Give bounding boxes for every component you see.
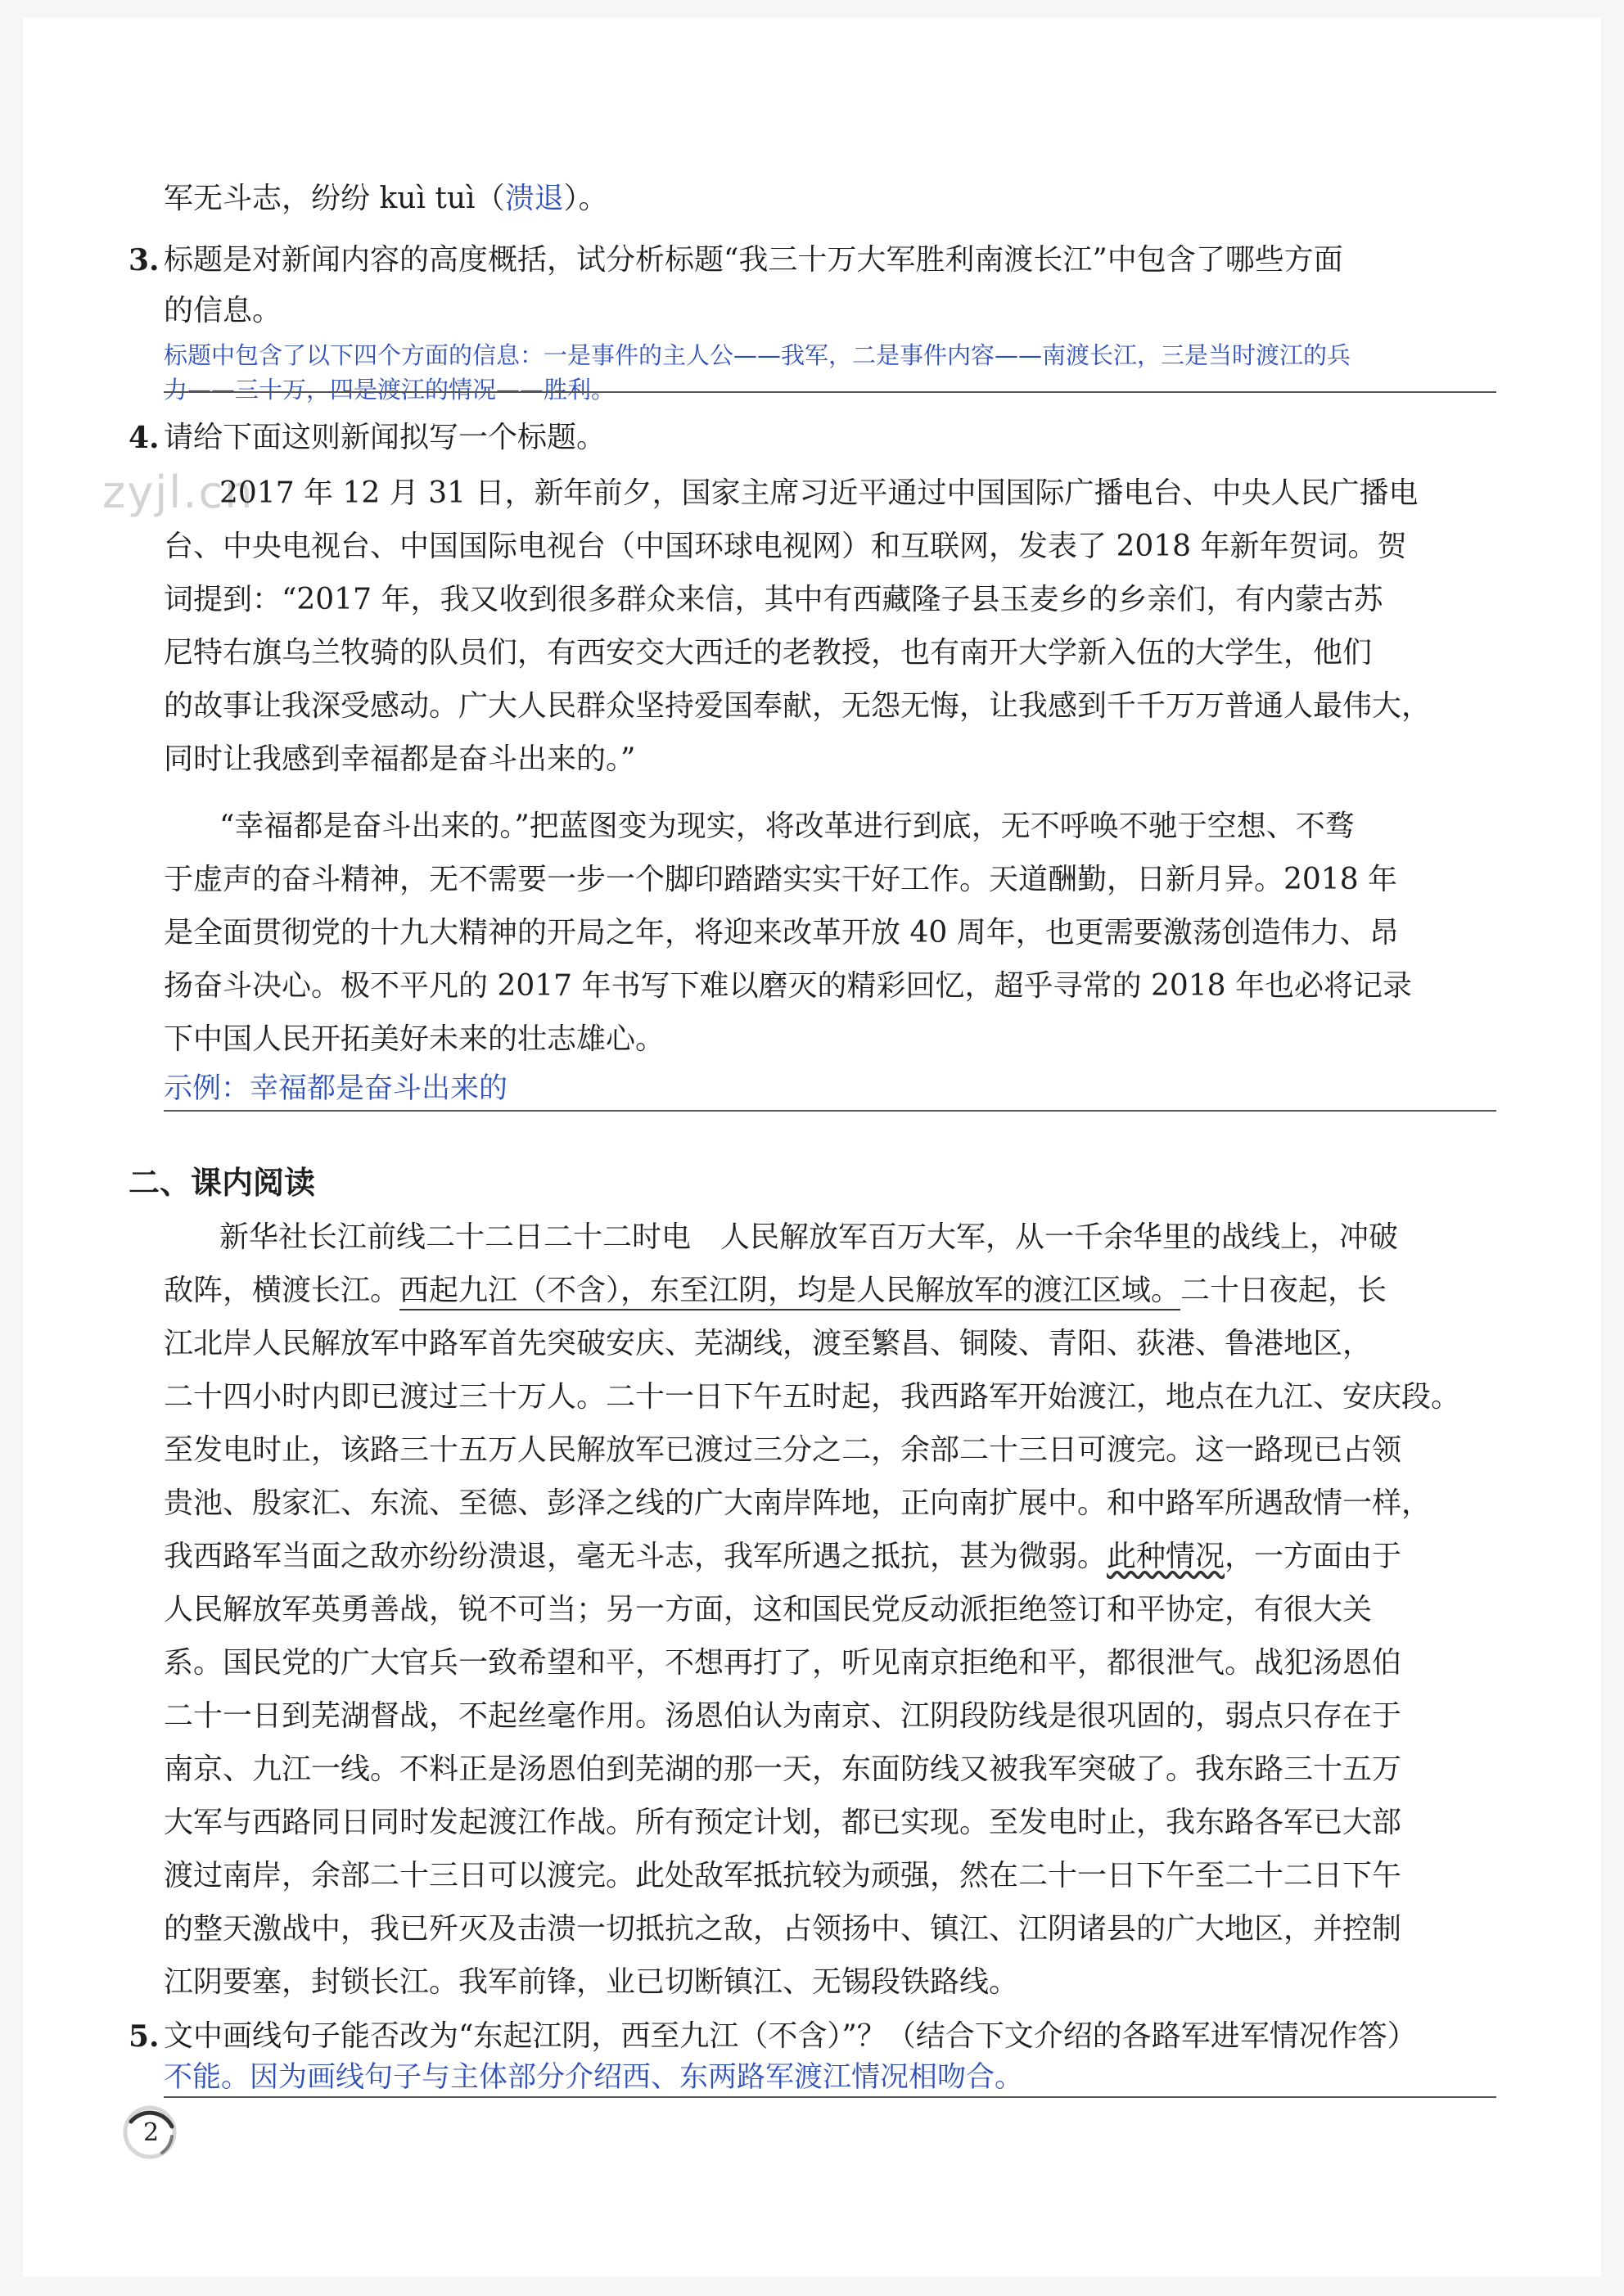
top-close: ）。 xyxy=(563,182,608,215)
reading-line-underlined xyxy=(164,1270,1498,1311)
reading-line: 二十四小时内即已渡过三十万人。二十一日下午五时起，我西路军开始渡江，地点在九江、安庆段。 xyxy=(164,1380,1461,1414)
q4-paragraph-2-line: 于虚声的奋斗精神，无不需要一步一个脚印踏踏实实干好工作。天道酬勤，日新月异。2018 年 xyxy=(164,863,1398,896)
q4-paragraph-1-line: 台、中央电视台、中国国际电视台（中国环球电视网）和互联网，发表了 2018 年新年贺词。贺 xyxy=(164,530,1407,563)
answer-rule xyxy=(164,391,1496,393)
question-3-answer-line-2: 力——三十万，四是渡江的情况——胜利。 xyxy=(164,376,616,404)
q4-paragraph-2-line: 是全面贯彻党的十九大精神的开局之年，将迎来改革开放 40 周年，也更需要激荡创造伟力、昂 xyxy=(164,916,1399,950)
q4-paragraph-2-line: 扬奋斗决心。极不平凡的 2017 年书写下难以磨灭的精彩回忆，超乎寻常的 2018 年也必将记录 xyxy=(164,969,1413,1003)
reading-text: 敌阵，横渡长江。 xyxy=(164,1274,400,1307)
reading-text: 二十日夜起，长 xyxy=(1180,1274,1387,1307)
reading-line: 江阴要塞，封锁长江。我军前锋，业已切断镇江、无锡段铁路线。 xyxy=(164,1965,1019,1999)
answer-rule xyxy=(164,2096,1496,2098)
q4-paragraph-1-line: 尼特右旗乌兰牧骑的队员们，有西安交大西迁的老教授，也有南开大学新入伍的大学生，他们 xyxy=(164,636,1373,670)
reading-line: 渡过南岸，余部二十三日可以渡完。此处敌军抵抗较为顽强，然在二十一日下午至二十二日下午 xyxy=(164,1859,1402,1892)
q4-paragraph-2-line: “幸福都是奋斗出来的。”把蓝图变为现实，将改革进行到底，无不呼唤不驰于空想、不骛 xyxy=(219,810,1355,843)
reading-line: 大军与西路同日同时发起渡江作战。所有预定计划，都已实现。至发电时止，我东路各军已大部 xyxy=(164,1806,1402,1839)
question-3-answer-line-1: 标题中包含了以下四个方面的信息：一是事件的主人公——我军，二是事件内容——南渡长江，三是当时渡江的兵 xyxy=(164,341,1351,369)
reading-line: 人民解放军英勇善战，锐不可当；另一方面，这和国民党反动派拒绝签订和平协定，有很大关 xyxy=(164,1593,1373,1626)
question-5-number: 5. xyxy=(129,2019,160,2054)
question-3-number: 3. xyxy=(129,243,160,277)
underlined-sentence: 西起九江（不含），东至江阴，均是人民解放军的渡江区域。 xyxy=(399,1274,1180,1310)
answer-rule xyxy=(164,1110,1496,1112)
reading-line: 南京、九江一线。不料正是汤恩伯到芜湖的那一天，东面防线又被我军突破了。我东路三十五万 xyxy=(164,1752,1402,1786)
top-continuation-line xyxy=(164,178,1498,219)
section-2-title: 二、课内阅读 xyxy=(129,1165,316,1201)
question-4-prompt: 请给下面这则新闻拟写一个标题。 xyxy=(164,421,607,454)
reading-line: 的整天激战中，我已歼灭及击溃一切抵抗之敌，占领扬中、镇江、江阴诸县的广大地区，并控制 xyxy=(164,1912,1402,1946)
reading-text: 我西路军当面之敌亦纷纷溃退，毫无斗志，我军所遇之抵抗，甚为微弱。 xyxy=(164,1540,1107,1573)
page-number: 2 xyxy=(143,2118,160,2147)
reading-text: ，一方面由于 xyxy=(1225,1540,1402,1573)
reading-line: 新华社长江前线二十二日二十二时电 人民解放军百万大军，从一千余华里的战线上，冲破 xyxy=(219,1220,1399,1254)
q4-paragraph-1-line: 同时让我感到幸福都是奋斗出来的。” xyxy=(164,742,636,776)
top-text: 军无斗志，纷纷 kuì tuì（ xyxy=(164,182,505,215)
wavy-underlined-phrase: 此种情况 xyxy=(1107,1540,1225,1573)
q4-paragraph-1-line: 词提到：“2017 年，我又收到很多群众来信，其中有西藏隆子县玉麦乡的乡亲们，有内蒙古苏 xyxy=(164,583,1383,616)
question-5-answer: 不能。因为画线句子与主体部分介绍西、东两路军渡江情况相吻合。 xyxy=(164,2061,1024,2094)
question-3-line-1: 标题是对新闻内容的高度概括，试分析标题“我三十万大军胜利南渡长江”中包含了哪些方面 xyxy=(164,243,1343,277)
reading-line: 贵池、殷家汇、东流、至德、彭泽之线的广大南岸阵地，正向南扩展中。和中路军所遇敌情一样， xyxy=(164,1486,1432,1520)
question-4-answer: 示例：幸福都是奋斗出来的 xyxy=(164,1072,508,1105)
top-answer: 溃退 xyxy=(504,182,564,215)
question-3-line-2: 的信息。 xyxy=(164,294,282,327)
question-5-prompt: 文中画线句子能否改为“东起江阴，西至九江（不含）”？（结合下文介绍的各路军进军情况作答） xyxy=(164,2019,1417,2053)
q4-paragraph-2-line: 下中国人民开拓美好未来的壮志雄心。 xyxy=(164,1022,665,1056)
question-4-number: 4. xyxy=(129,421,160,455)
q4-paragraph-1-line: 2017 年 12 月 31 日，新年前夕，国家主席习近平通过中国国际广播电台、中央人民广播电 xyxy=(219,476,1419,510)
watermark-text: zyjl.cn xyxy=(102,467,255,518)
q4-paragraph-1-line: 的故事让我深受感动。广大人民群众坚持爱国奉献，无怨无悔，让我感到千千万万普通人最伟大， xyxy=(164,689,1432,723)
reading-line: 至发电时止，该路三十五万人民解放军已渡过三分之二，余部二十三日可渡完。这一路现已占领 xyxy=(164,1433,1402,1467)
reading-line: 系。国民党的广大官兵一致希望和平，不想再打了，听见南京拒绝和平，都很泄气。战犯汤恩伯 xyxy=(164,1646,1402,1680)
reading-line: 江北岸人民解放军中路军首先突破安庆、芜湖线，渡至繁昌、铜陵、青阳、荻港、鲁港地区， xyxy=(164,1327,1373,1360)
reading-line-wavy xyxy=(164,1536,1498,1577)
reading-line: 二十一日到芜湖督战，不起丝毫作用。汤恩伯认为南京、江阴段防线是很巩固的，弱点只存在于 xyxy=(164,1699,1402,1733)
